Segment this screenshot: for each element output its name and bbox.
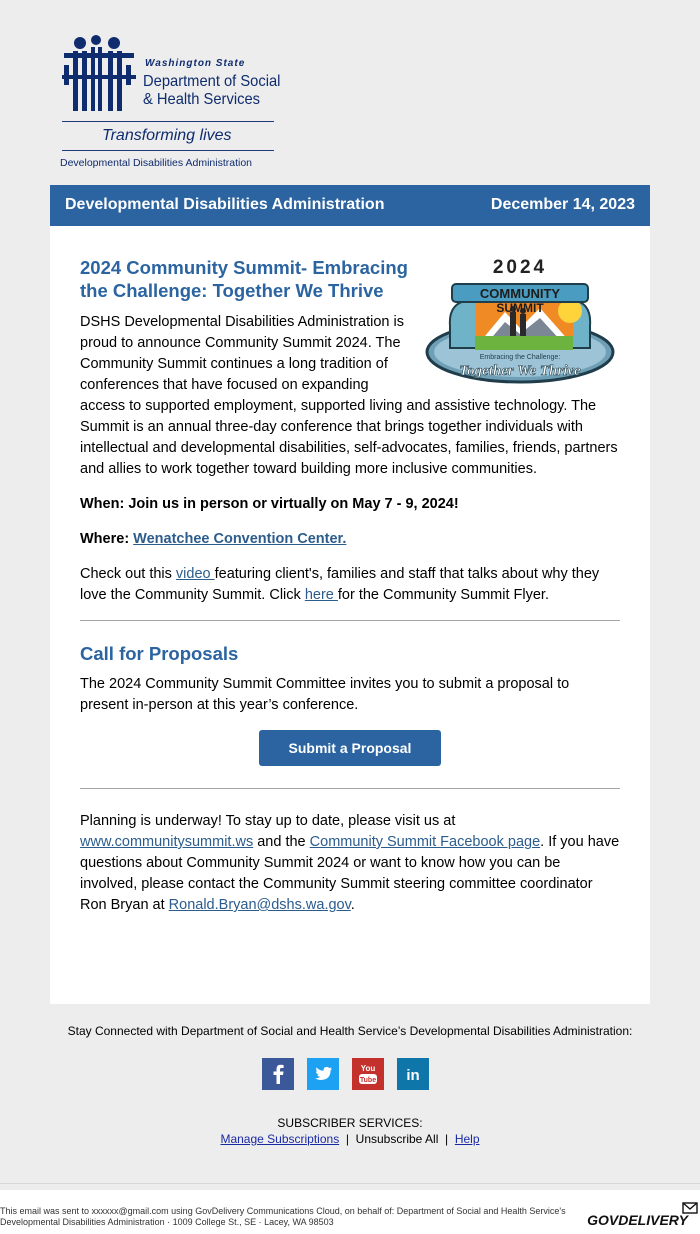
event-where bbox=[80, 529, 620, 550]
main-card bbox=[50, 226, 650, 1004]
unsubscribe-all-text[interactable]: Unsubscribe All bbox=[355, 1132, 439, 1146]
article-title: 2024 Community Summit- Embracing the Challenge: Together We Thrive bbox=[80, 257, 408, 301]
video-link[interactable]: video bbox=[175, 566, 215, 582]
svg-text:in: in bbox=[406, 1067, 420, 1084]
header-date: December 14, 2023 bbox=[490, 196, 635, 213]
sent-to-notice: This email was sent to xxxxxx@gmail.com using GovDelivery Communications Cloud, on behalf of: Department of Social and Health Service's Developmental Disabilities Administration · 1009 College St., SE · Lacey, WA 98503 bbox=[0, 1206, 566, 1227]
event-when: When: Join us in person or virtually on May 7 - 9, 2024! bbox=[80, 496, 459, 512]
logo-tagline: Transforming lives bbox=[102, 127, 232, 144]
text-fragment: . bbox=[350, 897, 355, 913]
logo-line2: Department of Social bbox=[143, 73, 281, 90]
article-intro: DSHS Developmental Disabilities Administration is proud to announce Community Summit 2024. The Community Summit continues a long tradition of conferences that have focused on expanding access to supported employment, supported living and assistive technology. The Summit is an annual three-day conference that brings together individuals with intellectual and developmental disabilities, self-advocates, families, friends, partners and allies to work together toward building more inclusive communities. bbox=[80, 314, 618, 477]
flyer-link[interactable]: here bbox=[304, 587, 338, 603]
header-bar bbox=[50, 185, 650, 226]
facebook-icon[interactable] bbox=[262, 1058, 294, 1090]
logo-divider bbox=[62, 150, 274, 151]
website-link[interactable]: www.communitysummit.ws bbox=[80, 834, 254, 850]
where-label: Where: bbox=[80, 531, 134, 547]
dshs-logo bbox=[60, 33, 281, 171]
svg-text:You: You bbox=[360, 1064, 376, 1073]
separator: | bbox=[445, 1132, 449, 1146]
header-title: Developmental Disabilities Administration bbox=[65, 196, 385, 213]
text-fragment: featuring client's, families and staff that talks about why they love the Community Summit. Click bbox=[80, 566, 600, 603]
linkedin-icon[interactable] bbox=[397, 1058, 429, 1090]
facebook-page-link[interactable]: Community Summit Facebook page bbox=[309, 834, 541, 850]
venue-link[interactable]: Wenatchee Convention Center. bbox=[133, 531, 347, 547]
text-fragment: Check out this bbox=[80, 566, 176, 582]
stay-connected-text: Stay Connected with Department of Social and Health Service’s Developmental Disabilities Administration: bbox=[67, 1024, 633, 1038]
separator: | bbox=[345, 1132, 349, 1146]
section-divider bbox=[80, 620, 620, 621]
badge-title2: SUMMIT bbox=[496, 301, 544, 315]
text-fragment: and the bbox=[253, 834, 310, 850]
community-summit-badge bbox=[420, 256, 620, 386]
email-link[interactable]: Ronald.Bryan@dshs.wa.gov bbox=[168, 897, 351, 913]
govdelivery-logo: GOVDELIVERY bbox=[587, 1212, 688, 1228]
badge-motto: Together We Thrive bbox=[459, 363, 581, 379]
manage-subscriptions-link[interactable]: Manage Subscriptions bbox=[220, 1132, 340, 1146]
people-logo-icon bbox=[60, 35, 138, 115]
section-divider bbox=[80, 788, 620, 789]
footer-divider bbox=[0, 1183, 700, 1184]
video-paragraph bbox=[80, 564, 620, 606]
badge-small-text: Embracing the Challenge: bbox=[479, 354, 561, 361]
badge-title1: COMMUNITY bbox=[479, 286, 561, 301]
badge-year: 2024 bbox=[492, 257, 548, 278]
social-links bbox=[262, 1058, 438, 1091]
submit-proposal-button[interactable]: Submit a Proposal bbox=[259, 730, 441, 766]
subscriber-services-label: SUBSCRIBER SERVICES: bbox=[277, 1116, 423, 1130]
text-fragment: . If you have questions about Community Summit 2024 or want to know how you can be involved, please contact the Community Summit steering committee coordinator Ron Bryan at bbox=[80, 834, 620, 913]
proposals-text: The 2024 Community Summit Committee invites you to submit a proposal to present in-person at this year’s conference. bbox=[80, 676, 570, 713]
text-fragment: Planning is underway! To stay up to date, please visit us at bbox=[80, 813, 456, 829]
twitter-icon[interactable] bbox=[307, 1058, 339, 1090]
logo-line3: & Health Services bbox=[143, 91, 260, 108]
svg-text:Tube: Tube bbox=[359, 1077, 377, 1084]
logo-divider bbox=[62, 121, 274, 122]
govdelivery-footer bbox=[0, 1190, 700, 1234]
subscriber-services bbox=[0, 1115, 700, 1147]
help-link[interactable]: Help bbox=[454, 1132, 480, 1146]
text-fragment: for the Community Summit Flyer. bbox=[337, 587, 549, 603]
proposals-title: Call for Proposals bbox=[80, 643, 239, 664]
youtube-icon[interactable] bbox=[352, 1058, 384, 1090]
logo-subtitle: Developmental Disabilities Administration bbox=[60, 157, 253, 169]
logo-line1: Washington State bbox=[145, 58, 246, 69]
planning-paragraph bbox=[80, 811, 620, 916]
